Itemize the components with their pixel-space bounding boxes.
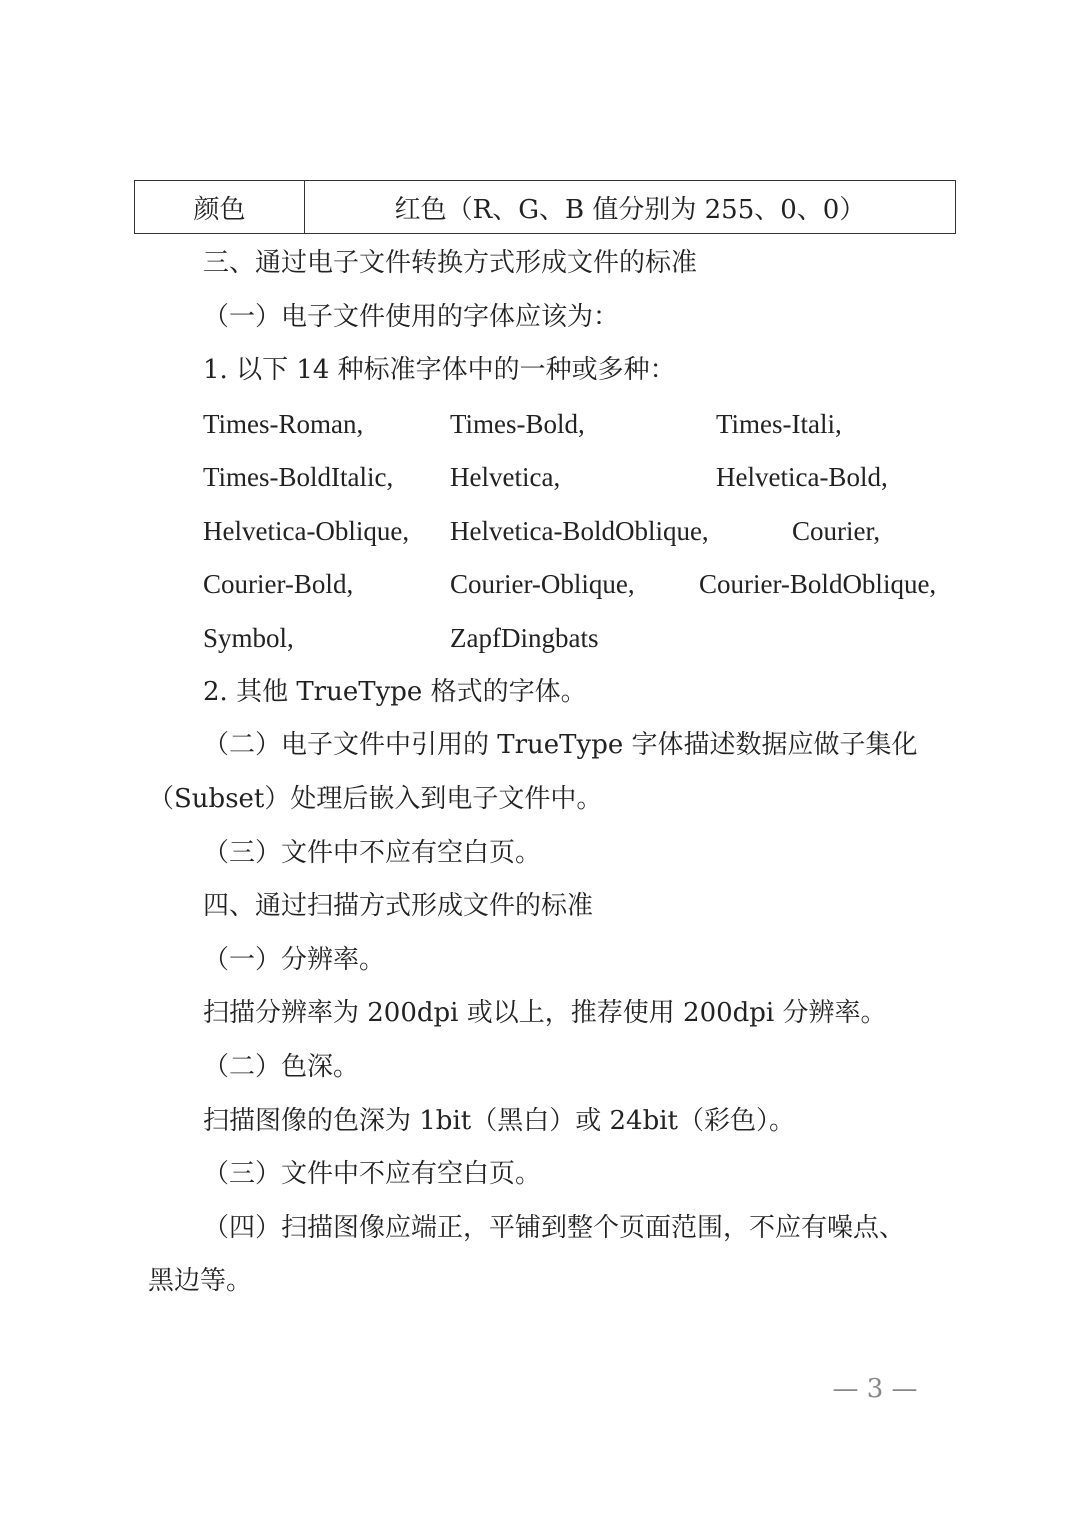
font-name-item: Times-Bold, — [450, 409, 585, 439]
font-name-item: Symbol, — [203, 623, 294, 653]
font-name-item: Helvetica-Oblique, — [203, 516, 410, 546]
font-name-item: Times-Itali, — [716, 409, 842, 439]
font-name-item: Helvetica-BoldOblique, — [450, 516, 709, 546]
font-name-item: Courier-Oblique, — [450, 569, 635, 599]
page-number: — 3 — — [832, 1374, 918, 1404]
font-name-item: Helvetica-Bold, — [716, 462, 888, 492]
section-four-item-three: （三）文件中不应有空白页。 — [203, 1159, 542, 1189]
font-name-item: Helvetica, — [450, 462, 561, 492]
section-four-item-two: （二）色深。 — [203, 1052, 360, 1082]
resolution-text: 扫描分辨率为 200dpi 或以上，推荐使用 200dpi 分辨率。 — [203, 998, 887, 1028]
section-three-item-one: （一）电子文件使用的字体应该为： — [203, 302, 620, 332]
section-four-item-four-line1: （四）扫描图像应端正，平铺到整个页面范围，不应有噪点、 — [203, 1213, 906, 1243]
color-depth-text: 扫描图像的色深为 1bit（黑白）或 24bit（彩色）。 — [203, 1106, 795, 1136]
color-spec-table — [134, 180, 956, 234]
section-three-title: 三、通过电子文件转换方式形成文件的标准 — [203, 248, 698, 278]
table-value-cell: 红色（R、G、B 值分别为 255、0、0） — [394, 194, 866, 225]
section-three-item-two-line1: （二）电子文件中引用的 TrueType 字体描述数据应做子集化 — [203, 730, 918, 760]
standard-fonts-intro: 1. 以下 14 种标准字体中的一种或多种： — [203, 355, 676, 385]
section-four-title: 四、通过扫描方式形成文件的标准 — [203, 891, 594, 921]
font-name-item: Times-BoldItalic, — [203, 462, 394, 492]
section-three-item-two-line2: （Subset）处理后嵌入到电子文件中。 — [148, 784, 603, 814]
section-four-item-one: （一）分辨率。 — [203, 945, 386, 975]
section-four-item-four-line2: 黑边等。 — [148, 1266, 253, 1296]
table-label-cell: 颜色 — [135, 181, 305, 233]
font-name-item: Courier-BoldOblique, — [699, 569, 937, 599]
truetype-item: 2. 其他 TrueType 格式的字体。 — [203, 677, 587, 707]
font-name-item: ZapfDingbats — [450, 623, 599, 653]
section-three-item-three: （三）文件中不应有空白页。 — [203, 838, 542, 868]
font-name-item: Courier-Bold, — [203, 569, 354, 599]
font-name-item: Courier, — [792, 516, 881, 546]
font-name-item: Times-Roman, — [203, 409, 364, 439]
